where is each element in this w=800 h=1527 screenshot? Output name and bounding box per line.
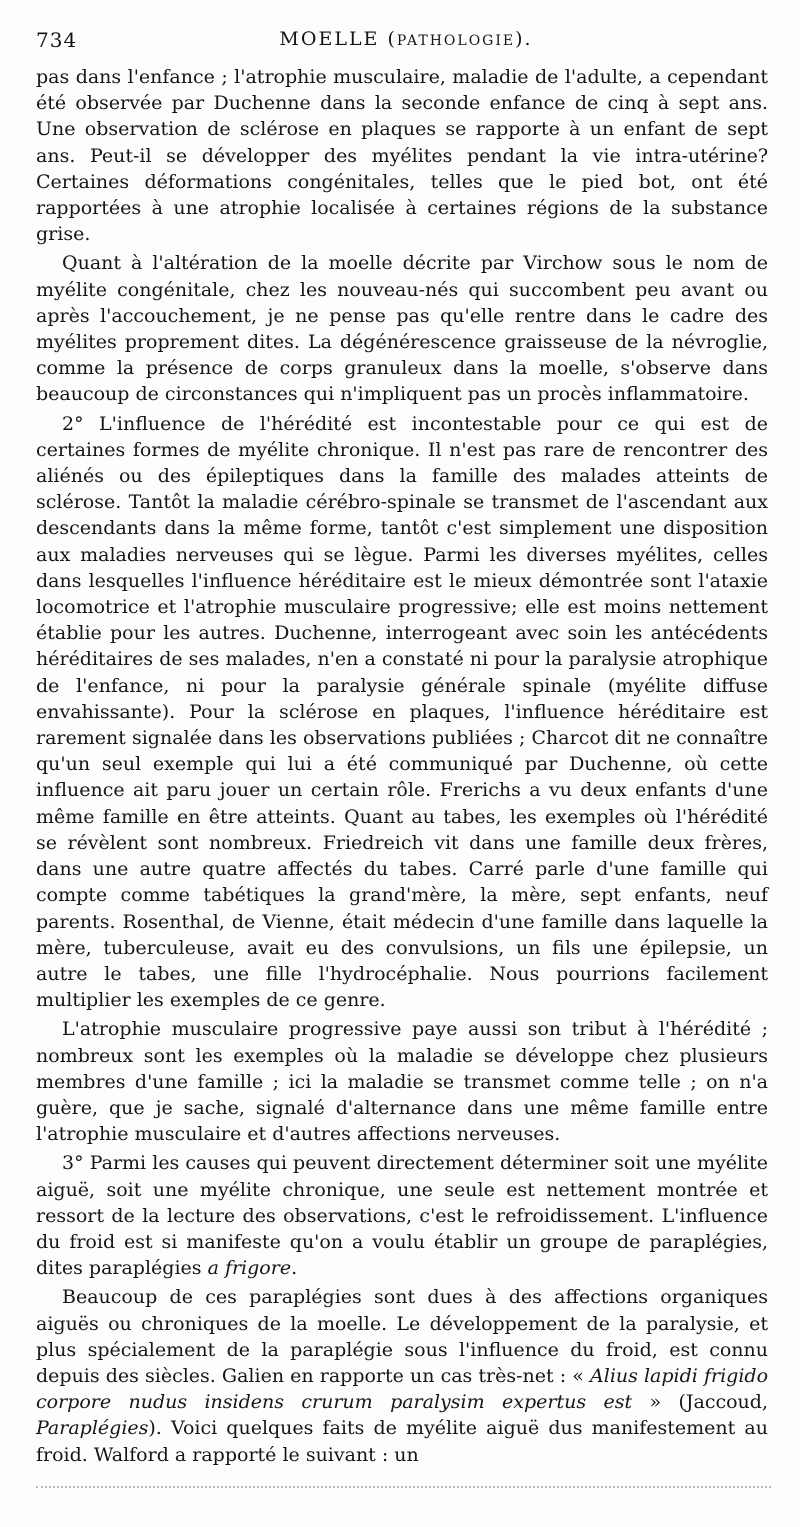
paragraph-2 <box>36 250 768 407</box>
paragraph-1 <box>36 64 768 247</box>
paragraph-text: pas dans l'enfance ; l'atrophie musculaire, maladie de l'adulte, a cependant été observée par Duchenne dans la seconde enfance de cinq à sept ans. Une observation de sclérose en plaques se rapporte à un enfant de sept ans. Peut-il se développer des myélites pendant la vie intra-utérine? Certaines déformations congénitales, telles que le pied bot, ont été rapportées à une atrophie localisée à certaines régions de la substance grise. <box>36 66 768 246</box>
running-title <box>36 28 776 50</box>
paragraph-text-mid: » (Jaccoud, <box>632 1391 768 1414</box>
paragraph-text: L'atrophie musculaire progressive paye aussi son tribut à l'hérédité ; nombreux sont les exemples où la maladie se développe chez plusieurs membres d'une famille ; ici la maladie se transmet comme telle ; on n'a guère, que je sache, signalé d'alternance dans une même famille entre l'atrophie musculaire et d'autres affections nerveuses. <box>36 1018 768 1146</box>
paragraph-text: 3° Parmi les causes qui peuvent directement déterminer soit une myélite aiguë, soit une myélite chronique, une seule est nettement montrée et ressort de la lecture des observations, c'est le refroidissement. L'influence du froid est si manifeste qu'on a voulu établir un groupe de paraplégies, dites paraplégies <box>36 1152 768 1280</box>
paragraph-text: Quant à l'altération de la moelle décrite par Virchow sous le nom de myélite congénitale, chez les nouveau-nés qui succombent peu avant ou après l'accouchement, je ne pense pas qu'elle rentre dans le cadre des myélites proprement dites. La dégénérescence graisseuse de la névroglie, comme la présence de corps granuleux dans la moelle, s'observe dans beaucoup de circonstances qui n'impliquent pas un procès inflammatoire. <box>36 252 768 406</box>
latin-quotation: Alius lapidi frigido corpore nudus insidens crurum paralysim expertus est <box>36 1364 769 1414</box>
running-title-subtitle: PATHOLOGIE <box>396 33 516 49</box>
paragraph-6 <box>36 1284 768 1467</box>
paragraph-4 <box>36 1016 768 1147</box>
bottom-margin-artifact <box>36 1486 771 1488</box>
italic-term: a frigore <box>207 1257 292 1280</box>
cited-work-title: Paraplégies <box>36 1417 149 1440</box>
paragraph-text: Beaucoup de ces paraplégies sont dues à des affections organiques aiguës ou chroniques de la moelle. Le développement de la paralysie, et plus spécialement de la paraplégie sous l'influence du froid, est connu depuis des siècles. Galien en rapporte un cas très-net : « <box>36 1286 768 1387</box>
running-title-paren-open: ( <box>379 28 397 50</box>
body-text <box>36 64 768 1468</box>
paragraph-5 <box>36 1150 768 1281</box>
paragraph-text: 2° L'influence de l'hérédité est incontestable pour ce qui est de certaines formes de myélite chronique. Il n'est pas rare de rencontrer des aliénés ou des épileptiques dans la famille des malades atteints de sclérose. Tantôt la maladie cérébro-spinale se transmet de l'ascendant aux descendants dans la même forme, tantôt c'est simplement une disposition aux maladies nerveuses qui se lègue. Parmi les diverses myélites, celles dans lesquelles l'influence héréditaire est le mieux démontrée sont l'ataxie locomotrice et l'atrophie musculaire progressive; elle est moins nettement établie pour les autres. Duchenne, interrogeant avec soin les antécédents héréditaires de ses malades, n'en a constaté ni pour la paralysie atrophique de l'enfance, ni pour la paralysie générale spinale (myélite diffuse envahissante). Pour la sclérose en plaques, l'influence héréditaire est rarement signalée dans les observations publiées ; Charcot dit ne connaître qu'un seul exemple qui lui a été communiqué par Duchenne, où cette influence ait paru jouer un certain rôle. Frerichs a vu deux enfants d'une même famille en être atteints. Quant au tabes, les exemples où l'hérédité se révèlent sont nombreux. Friedreich vit dans une famille deux frères, dans une autre quatre affectés du tabes. Carré parle d'une famille qui compte comme tabétiques la grand'mère, la mère, sept enfants, neuf parents. Rosenthal, de Vienne, était médecin d'une famille dans laquelle la mère, tuberculeuse, avait eu des convulsions, un fils une épilepsie, un autre le tabes, une fille l'hydrocéphalie. Nous pourrions facilement multiplier les exemples de ce genre. <box>36 412 768 1012</box>
running-title-main: MOELLE <box>279 28 380 50</box>
paragraph-text-end: ). Voici quelques faits de myélite aiguë dus manifestement au froid. Walford a rapporté le suivant : un <box>36 1417 768 1466</box>
paragraph-text-end: . <box>291 1257 298 1280</box>
paragraph-3 <box>36 411 768 1014</box>
page-number: 734 <box>36 28 78 52</box>
running-header <box>36 28 776 58</box>
running-title-paren-close: ). <box>515 28 533 50</box>
